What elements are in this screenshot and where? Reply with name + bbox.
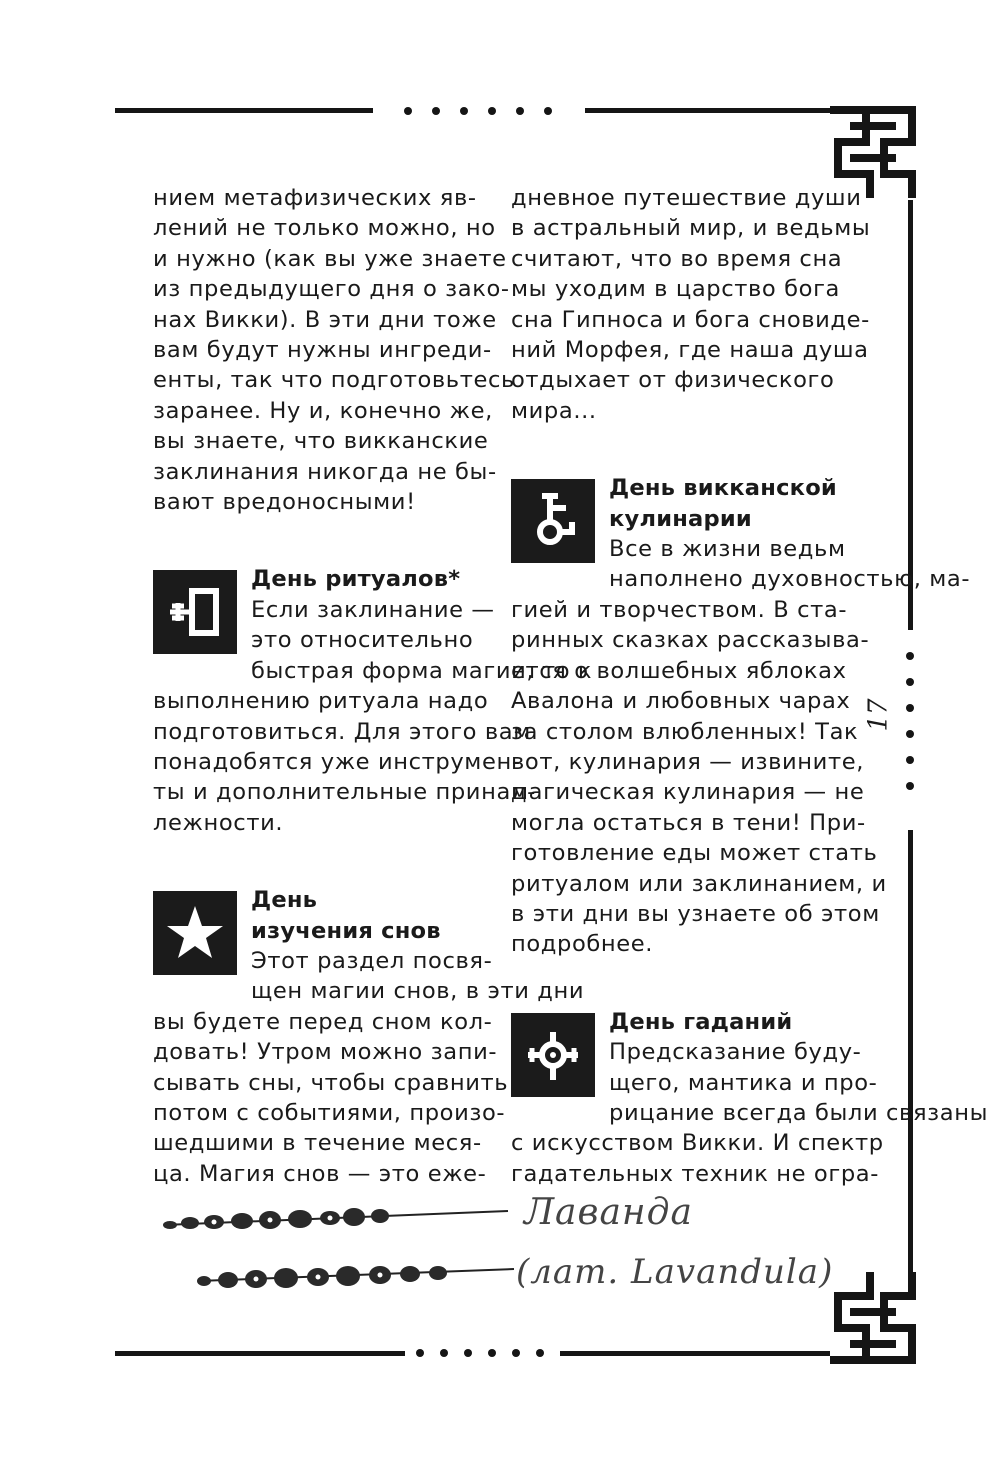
text-line: шедшими в течение меся- bbox=[153, 1130, 482, 1157]
top-rule-left bbox=[115, 108, 373, 113]
text-line: быстрая форма магии, то к bbox=[251, 657, 593, 684]
lavender-latin-name: (лат. Lavandula) bbox=[516, 1252, 834, 1292]
side-dot bbox=[906, 678, 914, 686]
text-line: потом с событиями, произо- bbox=[153, 1099, 506, 1126]
text-line: с искусством Викки. И спектр bbox=[511, 1130, 884, 1157]
top-dot bbox=[404, 107, 412, 115]
text-line: в астральный мир, и ведьмы bbox=[511, 215, 871, 242]
text-line: рицание всегда были связаны bbox=[609, 1099, 989, 1126]
text-line: считают, что во время сна bbox=[511, 245, 843, 272]
text-line: довать! Утром можно запи- bbox=[153, 1039, 498, 1066]
text-line: лежности. bbox=[153, 809, 284, 836]
bottom-dot bbox=[536, 1349, 544, 1357]
bottom-dot bbox=[416, 1349, 424, 1357]
text-line: Этот раздел посвя- bbox=[251, 947, 493, 974]
right-rule-lower bbox=[908, 830, 913, 1280]
lavender-name: Лаванда bbox=[524, 1192, 693, 1233]
bottom-rule-right bbox=[560, 1351, 830, 1356]
page-number: 17 bbox=[863, 698, 894, 732]
celtic-knot-icon bbox=[826, 1268, 920, 1368]
divination-section bbox=[511, 1007, 989, 1189]
text-line: Предсказание буду- bbox=[609, 1039, 862, 1066]
text-line: Если заклинание — bbox=[251, 596, 495, 623]
side-dot bbox=[906, 704, 914, 712]
text-line: вают вредоносными! bbox=[153, 489, 416, 516]
text-line: это относительно bbox=[251, 627, 474, 654]
text-line: сывать сны, чтобы сравнить bbox=[153, 1069, 509, 1096]
text-line: Авалона и любовных чарах bbox=[511, 688, 851, 715]
divination-heading: День гаданий bbox=[609, 1008, 793, 1035]
text-line: готовление еды может стать bbox=[511, 840, 878, 867]
text-line: за столом влюбленных! Так bbox=[511, 718, 859, 745]
text-line: вы будете перед сном кол- bbox=[153, 1008, 493, 1035]
text-line: ется о волшебных яблоках bbox=[511, 657, 847, 684]
text-line: Все в жизни ведьм bbox=[609, 536, 846, 563]
bottom-dot bbox=[512, 1349, 520, 1357]
text-line: и нужно (как вы уже знаете bbox=[153, 245, 507, 272]
text-line: енты, так что подготовьтесь bbox=[153, 367, 515, 394]
text-line: выполнению ритуала надо bbox=[153, 688, 489, 715]
spacer bbox=[511, 426, 843, 473]
text-line: вот, кулинария — извините, bbox=[511, 748, 864, 775]
spacer bbox=[153, 517, 485, 564]
text-line: нах Викки). В эти дни тоже bbox=[153, 306, 497, 333]
text-line: ринных сказках рассказыва- bbox=[511, 627, 870, 654]
text-line: лений не только можно, но bbox=[153, 215, 496, 242]
right-intro bbox=[511, 183, 871, 426]
star-icon bbox=[153, 891, 237, 975]
text-line: ты и дополнительные принад- bbox=[153, 779, 536, 806]
left-intro bbox=[153, 183, 515, 517]
text-line: дневное путешествие души bbox=[511, 185, 862, 211]
spacer bbox=[511, 960, 843, 1007]
bottom-dot bbox=[488, 1349, 496, 1357]
dreams-heading-line2: изучения снов bbox=[251, 917, 441, 944]
rituals-heading: День ритуалов* bbox=[251, 566, 461, 593]
top-rule-right bbox=[585, 108, 833, 113]
text-line: мира... bbox=[511, 397, 597, 424]
side-dot bbox=[906, 756, 914, 764]
text-line: подготовиться. Для этого вам bbox=[153, 718, 531, 745]
side-dot bbox=[906, 652, 914, 660]
text-line: из предыдущего дня о зако- bbox=[153, 276, 510, 303]
cooking-heading-line2: кулинарии bbox=[609, 505, 752, 532]
ritual-symbol-icon bbox=[153, 570, 237, 654]
side-dot bbox=[906, 730, 914, 738]
text-line: наполнено духовностью, ма- bbox=[609, 566, 971, 593]
top-dot bbox=[432, 107, 440, 115]
side-dot bbox=[906, 782, 914, 790]
text-line: в эти дни вы узнаете об этом bbox=[511, 900, 880, 927]
text-line: гией и творчеством. В ста- bbox=[511, 596, 848, 623]
text-line: заранее. Ну и, конечно же, bbox=[153, 397, 493, 424]
text-line: ца. Магия снов — это еже- bbox=[153, 1160, 487, 1187]
text-line: нием метафизических яв- bbox=[153, 185, 477, 211]
rituals-section bbox=[153, 564, 593, 838]
text-line: ний Морфея, где наша душа bbox=[511, 337, 869, 364]
divination-symbol-icon bbox=[511, 1013, 595, 1097]
cooking-symbol-icon bbox=[511, 479, 595, 563]
text-line: гадательных техник не огра- bbox=[511, 1160, 879, 1187]
top-dot bbox=[460, 107, 468, 115]
text-line: вам будут нужны ингреди- bbox=[153, 337, 492, 364]
text-line: щего, мантика и про- bbox=[609, 1069, 878, 1096]
lavender-sprig-icon bbox=[158, 1195, 518, 1305]
text-line: понадобятся уже инструмен- bbox=[153, 748, 521, 775]
spacer bbox=[153, 838, 485, 885]
text-line: магическая кулинария — не bbox=[511, 779, 865, 806]
text-line: подробнее. bbox=[511, 931, 654, 958]
bottom-dot bbox=[440, 1349, 448, 1357]
text-line: щен магии снов, в эти дни bbox=[251, 978, 585, 1005]
bottom-dot bbox=[464, 1349, 472, 1357]
top-dot bbox=[488, 107, 496, 115]
bottom-rule-left bbox=[115, 1351, 405, 1356]
text-line: вы знаете, что викканские bbox=[153, 428, 489, 455]
text-line: ритуалом или заклинанием, и bbox=[511, 870, 887, 897]
text-line: могла остаться в тени! При- bbox=[511, 809, 866, 836]
text-line: сна Гипноса и бога сновиде- bbox=[511, 306, 870, 333]
dreams-heading-line1: День bbox=[251, 887, 318, 914]
top-dot bbox=[516, 107, 524, 115]
text-line: заклинания никогда не бы- bbox=[153, 458, 497, 485]
cooking-heading-line1: День викканской bbox=[609, 475, 837, 502]
text-line: отдыхает от физического bbox=[511, 367, 835, 394]
top-dot bbox=[544, 107, 552, 115]
text-line: мы уходим в царство бога bbox=[511, 276, 841, 303]
